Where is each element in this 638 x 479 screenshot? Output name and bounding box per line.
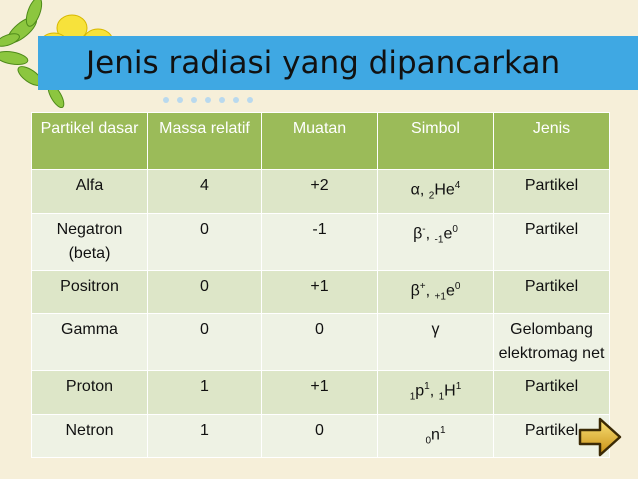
decorative-dots	[160, 96, 260, 104]
cell-partikel: Negatron (beta)	[32, 213, 148, 270]
cell-massa: 0	[148, 314, 262, 371]
cell-simbol: $_1p^1$, $_1H^1$	[378, 371, 494, 415]
table-header-row	[32, 113, 610, 170]
cell-partikel: Proton	[32, 371, 148, 415]
table-row	[32, 213, 610, 270]
cell-muatan: +2	[262, 170, 378, 214]
table-row	[32, 170, 610, 214]
cell-massa: 0	[148, 213, 262, 270]
cell-muatan: 0	[262, 414, 378, 458]
next-arrow-icon[interactable]	[576, 414, 624, 460]
table-row	[32, 414, 610, 458]
header-simbol: Simbol	[378, 113, 494, 170]
cell-partikel: Alfa	[32, 170, 148, 214]
cell-partikel: Netron	[32, 414, 148, 458]
cell-partikel: Gamma	[32, 314, 148, 371]
cell-jenis: Partikel	[494, 213, 610, 270]
cell-massa: 0	[148, 270, 262, 314]
cell-jenis: Partikel	[494, 371, 610, 415]
cell-simbol: γ	[378, 314, 494, 371]
cell-muatan: +1	[262, 371, 378, 415]
cell-jenis: Partikel	[494, 270, 610, 314]
radiation-table	[31, 112, 610, 458]
cell-jenis: Partikel	[494, 170, 610, 214]
header-muatan: Muatan	[262, 113, 378, 170]
table-row	[32, 371, 610, 415]
cell-simbol: β+, $_{+1}e^0$	[378, 270, 494, 314]
cell-massa: 1	[148, 414, 262, 458]
cell-simbol: $_0n^1$	[378, 414, 494, 458]
header-jenis: Jenis	[494, 113, 610, 170]
table-row	[32, 314, 610, 371]
cell-simbol: α, $_2He^4$	[378, 170, 494, 214]
cell-massa: 4	[148, 170, 262, 214]
cell-muatan: -1	[262, 213, 378, 270]
page-title: Jenis radiasi yang dipancarkan	[86, 45, 561, 81]
cell-partikel: Positron	[32, 270, 148, 314]
cell-simbol: β-, $_{-1}e^0$	[378, 213, 494, 270]
header-partikel: Partikel dasar	[32, 113, 148, 170]
cell-jenis: Gelombang elektromag net	[494, 314, 610, 371]
cell-jenis: Partikel	[494, 414, 610, 458]
cell-muatan: 0	[262, 314, 378, 371]
cell-massa: 1	[148, 371, 262, 415]
table-row	[32, 270, 610, 314]
cell-muatan: +1	[262, 270, 378, 314]
header-massa: Massa relatif	[148, 113, 262, 170]
